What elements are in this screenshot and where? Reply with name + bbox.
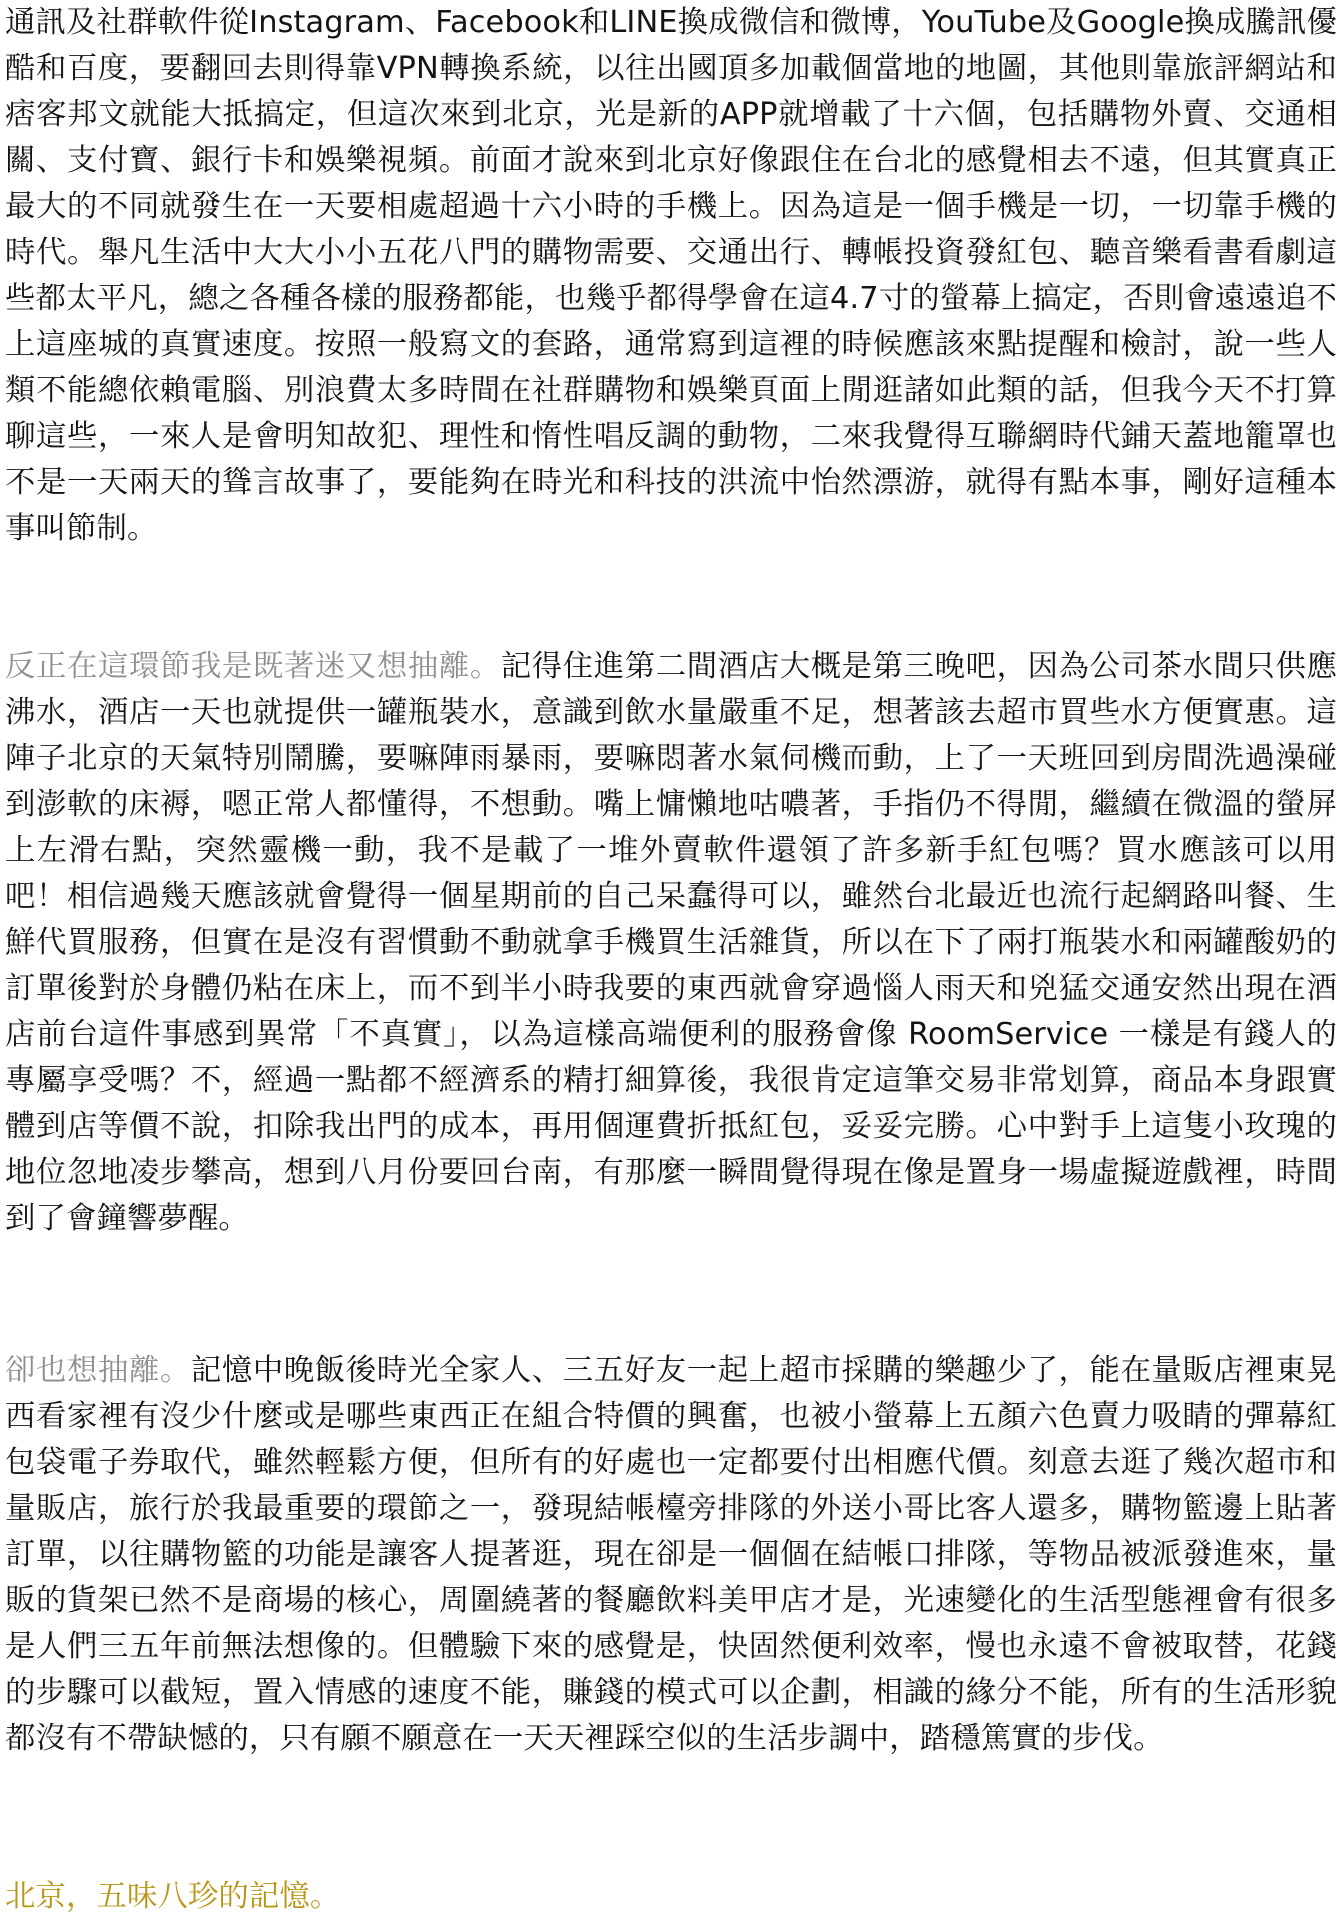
paragraph-apps	[5, 0, 1337, 552]
paragraph-detach-text: 記憶中晚飯後時光全家人、三五好友一起上超市採購的樂趣少了，能在量販店裡東晃西看家裡有沒少什麼或是哪些東西正在組合特價的興奮，也被小螢幕上五顏六色賣力吸睛的彈幕紅包袋電子券取代，雖然輕鬆方便，但所有的好處也一定都要付出相應代價。刻意去逛了幾次超市和量販店，旅行於我最重要的環節之一，發現結帳檯旁排隊的外送小哥比客人還多，購物籃邊上貼著訂單，以往購物籃的功能是讓客人提著逛，現在卻是一個個在結帳口排隊，等物品被派發進來，量販的貨架已然不是商場的核心，周圍繞著的餐廳飲料美甲店才是，光速變化的生活型態裡會有很多是人們三五年前無法想像的。但體驗下來的感覺是，快固然便利效率，慢也永遠不會被取替，花錢的步驟可以截短，置入情感的速度不能，賺錢的模式可以企劃，相識的緣分不能，所有的生活形貌都沒有不帶缺憾的，只有願不願意在一天天裡踩空似的生活步調中，踏穩篤實的步伐。	[5, 1353, 1337, 1756]
section-subheading: 北京，五味八珍的記憶。	[5, 1879, 341, 1914]
paragraph-delivery-text: 記得住進第二間酒店大概是第三晚吧，因為公司茶水間只供應沸水，酒店一天也就提供一罐瓶裝水，意識到飲水量嚴重不足，想著該去超市買些水方便實惠。這陣子北京的天氣特別鬧騰，要嘛陣雨暴雨，要嘛悶著水氣伺機而動，上了一天班回到房間洗過澡碰到澎軟的床褥，嗯正常人都懂得，不想動。嘴上慵懶地咕噥著，手指仍不得閒，繼續在微溫的螢屏上左滑右點，突然靈機一動，我不是載了一堆外賣軟件還領了許多新手紅包嗎？買水應該可以用吧！相信過幾天應該就會覺得一個星期前的自己呆蠢得可以，雖然台北最近也流行起網路叫餐、生鮮代買服務，但實在是沒有習慣動不動就拿手機買生活雜貨，所以在下了兩打瓶裝水和兩罐酸奶的訂單後對於身體仍粘在床上，而不到半小時我要的東西就會穿過惱人雨天和兇猛交通安然出現在酒店前台這件事感到異常「不真實」，以為這樣高端便利的服務會像 RoomService 一樣是有錢人的專屬享受嗎？不，經過一點都不經濟系的精打細算後，我很肯定這筆交易非常划算，商品本身跟實體到店等價不說，扣除我出門的成本，再用個運費折抵紅包，妥妥完勝。心中對手上這隻小玫瑰的地位忽地凌步攀高，想到八月份要回台南，有那麼一瞬間覺得現在像是置身一場虛擬遊戲裡，時間到了會鐘響夢醒。	[5, 649, 1337, 1236]
paragraph-detach-lead: 卻也想抽離。	[5, 1353, 191, 1388]
paragraph-detach	[5, 1348, 1337, 1762]
paragraph-delivery-lead: 反正在這環節我是既著迷又想抽離。	[5, 649, 501, 684]
paragraph-delivery	[5, 644, 1337, 1242]
paragraph-apps-text: 通訊及社群軟件從Instagram、Facebook和LINE換成微信和微博，YouTube及Google換成騰訊優酷和百度，要翻回去則得靠VPN轉換系統，以往出國頂多加載個當地的地圖，其他則靠旅評網站和痞客邦文就能大抵搞定，但這次來到北京，光是新的APP就增載了十六個，包括購物外賣、交通相關、支付寶、銀行卡和娛樂視頻。前面才說來到北京好像跟住在台北的感覺相去不遠，但其實真正最大的不同就發生在一天要相處超過十六小時的手機上。因為這是一個手機是一切，一切靠手機的時代。舉凡生活中大大小小五花八門的購物需要、交通出行、轉帳投資發紅包、聽音樂看書看劇這些都太平凡，總之各種各樣的服務都能，也幾乎都得學會在這4.7寸的螢幕上搞定，否則會遠遠追不上這座城的真實速度。按照一般寫文的套路，通常寫到這裡的時候應該來點提醒和檢討，說一些人類不能總依賴電腦、別浪費太多時間在社群購物和娛樂頁面上閒逛諸如此類的話，但我今天不打算聊這些，一來人是會明知故犯、理性和惰性唱反調的動物，二來我覺得互聯網時代鋪天蓋地籠罩也不是一天兩天的聳言故事了，要能夠在時光和科技的洪流中怡然漂游，就得有點本事，剛好這種本事叫節制。	[5, 5, 1337, 546]
